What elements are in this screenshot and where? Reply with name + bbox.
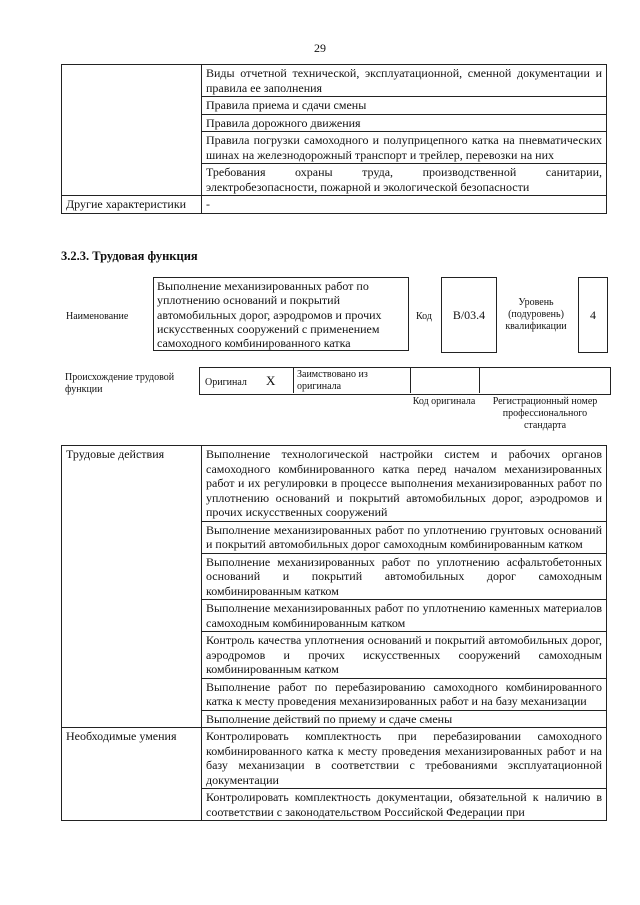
- table-cell-value: Выполнение технологической настройки систем и рабочих органов самоходного комбинированного катка перед началом механизированных работ и их регулировки в процессе выполнения механизированных работ по уплотнению оснований и покрытий автомобильных дорог, аэродромов и прочих искусственных сооружений: [202, 446, 607, 522]
- table-cell-value: Контролировать комплектность при перебазировании самоходного комбинированного катка к месту проведения механизированных работ и на базу механизации в соответствии с требованиями эксплуатационной документации: [202, 728, 607, 789]
- divider: [293, 367, 294, 393]
- table-cell-value: Виды отчетной технической, эксплуатационной, сменной документации и правила ее заполнения: [202, 65, 607, 97]
- table-cell-label: Трудовые действия: [62, 446, 202, 728]
- table-cell-value: Правила приема и сдачи смены: [202, 97, 607, 115]
- table-cell-value: Правила погрузки самоходного и полуприцепного катка на пневматических шинах на железнодорожный транспорт и трейлер, перевозки на них: [202, 132, 607, 164]
- code-label: Код: [416, 311, 432, 322]
- table-cell-label: Необходимые умения: [62, 728, 202, 821]
- function-name-box: Выполнение механизированных работ по уплотнению оснований и покрытий автомобильных дорог, аэродромов и прочих искусственных сооружений с применением самоходного комбинированного катка: [153, 277, 409, 351]
- reg-number-label: Регистрационный номер профессионального стандарта: [492, 396, 598, 431]
- table-cell-value: Контролировать комплектность документации, обязательной к наличию в соответствии с законодательством Российской Федерации при: [202, 789, 607, 821]
- table-cell-label: [62, 65, 202, 196]
- section-title: 3.2.3. Трудовая функция: [61, 249, 198, 263]
- table-cell-value: Выполнение работ по перебазированию самоходного комбинированного катка к месту проведения механизированных работ и на базу механизации: [202, 678, 607, 710]
- code-value: В/03.4: [441, 277, 497, 353]
- level-label: Уровень (подуровень) квалификации: [505, 297, 567, 332]
- table-cell-value: Требования охраны труда, производственной санитарии, электробезопасности, пожарной и экологической безопасности: [202, 164, 607, 196]
- function-table: [61, 445, 607, 821]
- table-row: [62, 446, 607, 522]
- knowledge-table: [61, 64, 607, 214]
- page-number: 29: [314, 41, 326, 55]
- table-row: [62, 728, 607, 789]
- table-cell-value: Правила дорожного движения: [202, 114, 607, 132]
- table-cell-label: Другие характеристики: [62, 196, 202, 214]
- code-original-label: Код оригинала: [412, 396, 476, 407]
- borrowed-label: Заимствовано из оригинала: [297, 369, 368, 392]
- table-cell-value: Выполнение действий по приему и сдаче смены: [202, 710, 607, 728]
- table-cell-value: Контроль качества уплотнения оснований и покрытий автомобильных дорог, аэродромов и прочих искусственных сооружений самоходным комбинированным катком: [202, 632, 607, 679]
- divider: [479, 367, 480, 393]
- origin-label: Происхождение трудовой функции: [65, 372, 175, 395]
- table-cell-value: Выполнение механизированных работ по уплотнению асфальтобетонных оснований и покрытий автомобильных дорог самоходным комбинированным катком: [202, 553, 607, 600]
- table-cell-value: Выполнение механизированных работ по уплотнению каменных материалов самоходным комбинированным катком: [202, 600, 607, 632]
- table-row: [62, 65, 607, 97]
- level-value: 4: [578, 277, 608, 353]
- name-label: Наименование: [66, 311, 129, 322]
- divider: [410, 367, 411, 393]
- original-label: Оригинал: [205, 377, 247, 388]
- original-mark: X: [266, 373, 276, 388]
- table-row: [62, 196, 607, 214]
- table-cell-value: Выполнение механизированных работ по уплотнению грунтовых оснований и покрытий автомобильных дорог самоходным комбинированным катком: [202, 521, 607, 553]
- table-cell-value: -: [202, 196, 607, 214]
